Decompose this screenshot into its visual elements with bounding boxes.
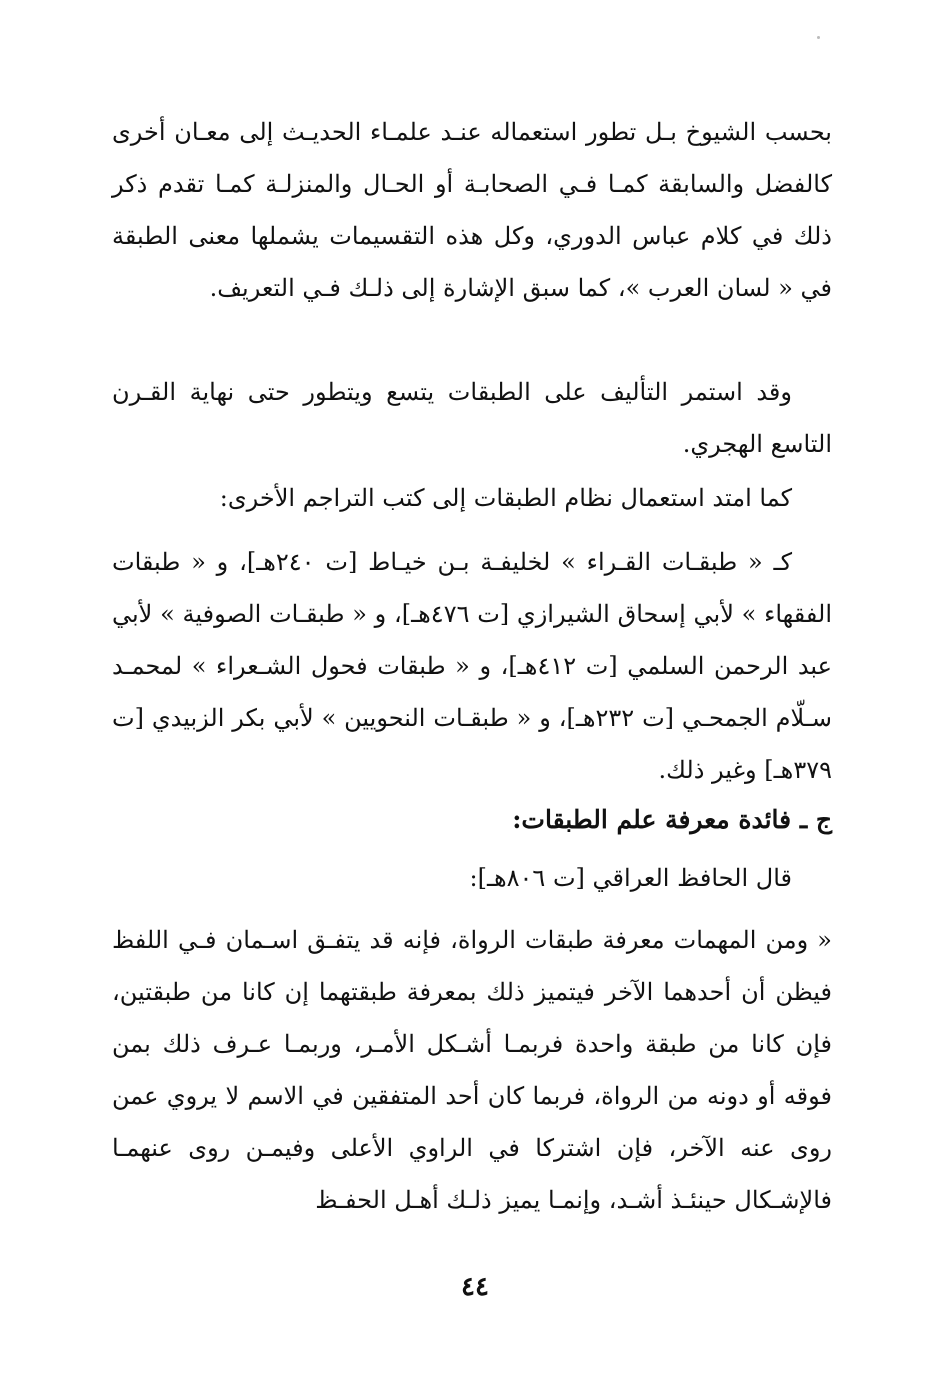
section-heading: ج ـ فائدة معرفة علم الطبقات: (512, 805, 832, 834)
scan-speck (817, 36, 820, 39)
page-number: ٤٤ (461, 1272, 489, 1302)
paragraph-1: بحسب الشيوخ بـل تطور استعماله عنـد علمـاء الحديـث إلى معـان أخرى كالفضل والسابقة كمـا فـي الصحابـة أو الحـال والمنزلـة كمـا تقدم ذكر ذلك في كلام عباس الدوري، وكل هذه التقسيمات يشملها معنى الطبقة في « لسان العرب »، كما سبق الإشارة إلى ذلـك فـي التعريف. (112, 118, 832, 302)
paragraph-3: كما امتد استعمال نظام الطبقات إلى كتب التراجم الأخرى: (219, 484, 792, 512)
paragraph-2: وقد استمر التأليف على الطبقات يتسع ويتطور حتى نهاية القـرن التاسع الهجري. (112, 378, 832, 458)
quote-paragraph: « ومن المهمات معرفة طبقات الرواة، فإنه قد يتفـق اسـمان فـي اللفظ فيظن أن أحدهما الآخر فيتميز ذلك بمعرفة طبقتهما إن كانا من طبقتين، فإن كانا من طبقة واحدة فربمـا أشـكل الأمـر، وربمـا عـرف ذلك بمن فوقه أو دونه من الرواة، فربما كان أحد المتفقين في الاسم لا يروي عمن روى عنه الآخر، فإن اشتركا في الراوي الأعلى وفيمـن روى عنهمـا فالإشـكال حينئـذ أشـد، وإنمـا يميز ذلـك أهـل الحفـظ (112, 926, 832, 1214)
quote-intro: قال الحافظ العراقي [ت ٨٠٦هـ]: (469, 864, 792, 892)
paragraph-4: كـ « طبقـات القـراء » لخليفـة بـن خيـاط [ت ٢٤٠هـ]، و « طبقات الفقهاء » لأبي إسحاق الشيرازي [ت ٤٧٦هـ]، و « طبقـات الصوفية » لأبي عبد الرحمن السلمي [ت ٤١٢هـ]، و « طبقات فحول الشـعراء » لمحمـد سـلّام الجمحـي [ت ٢٣٢هـ]، و « طبقـات النحويين » لأبي بكر الزبيدي [ت ٣٧٩هـ] وغير ذلك. (112, 548, 833, 784)
